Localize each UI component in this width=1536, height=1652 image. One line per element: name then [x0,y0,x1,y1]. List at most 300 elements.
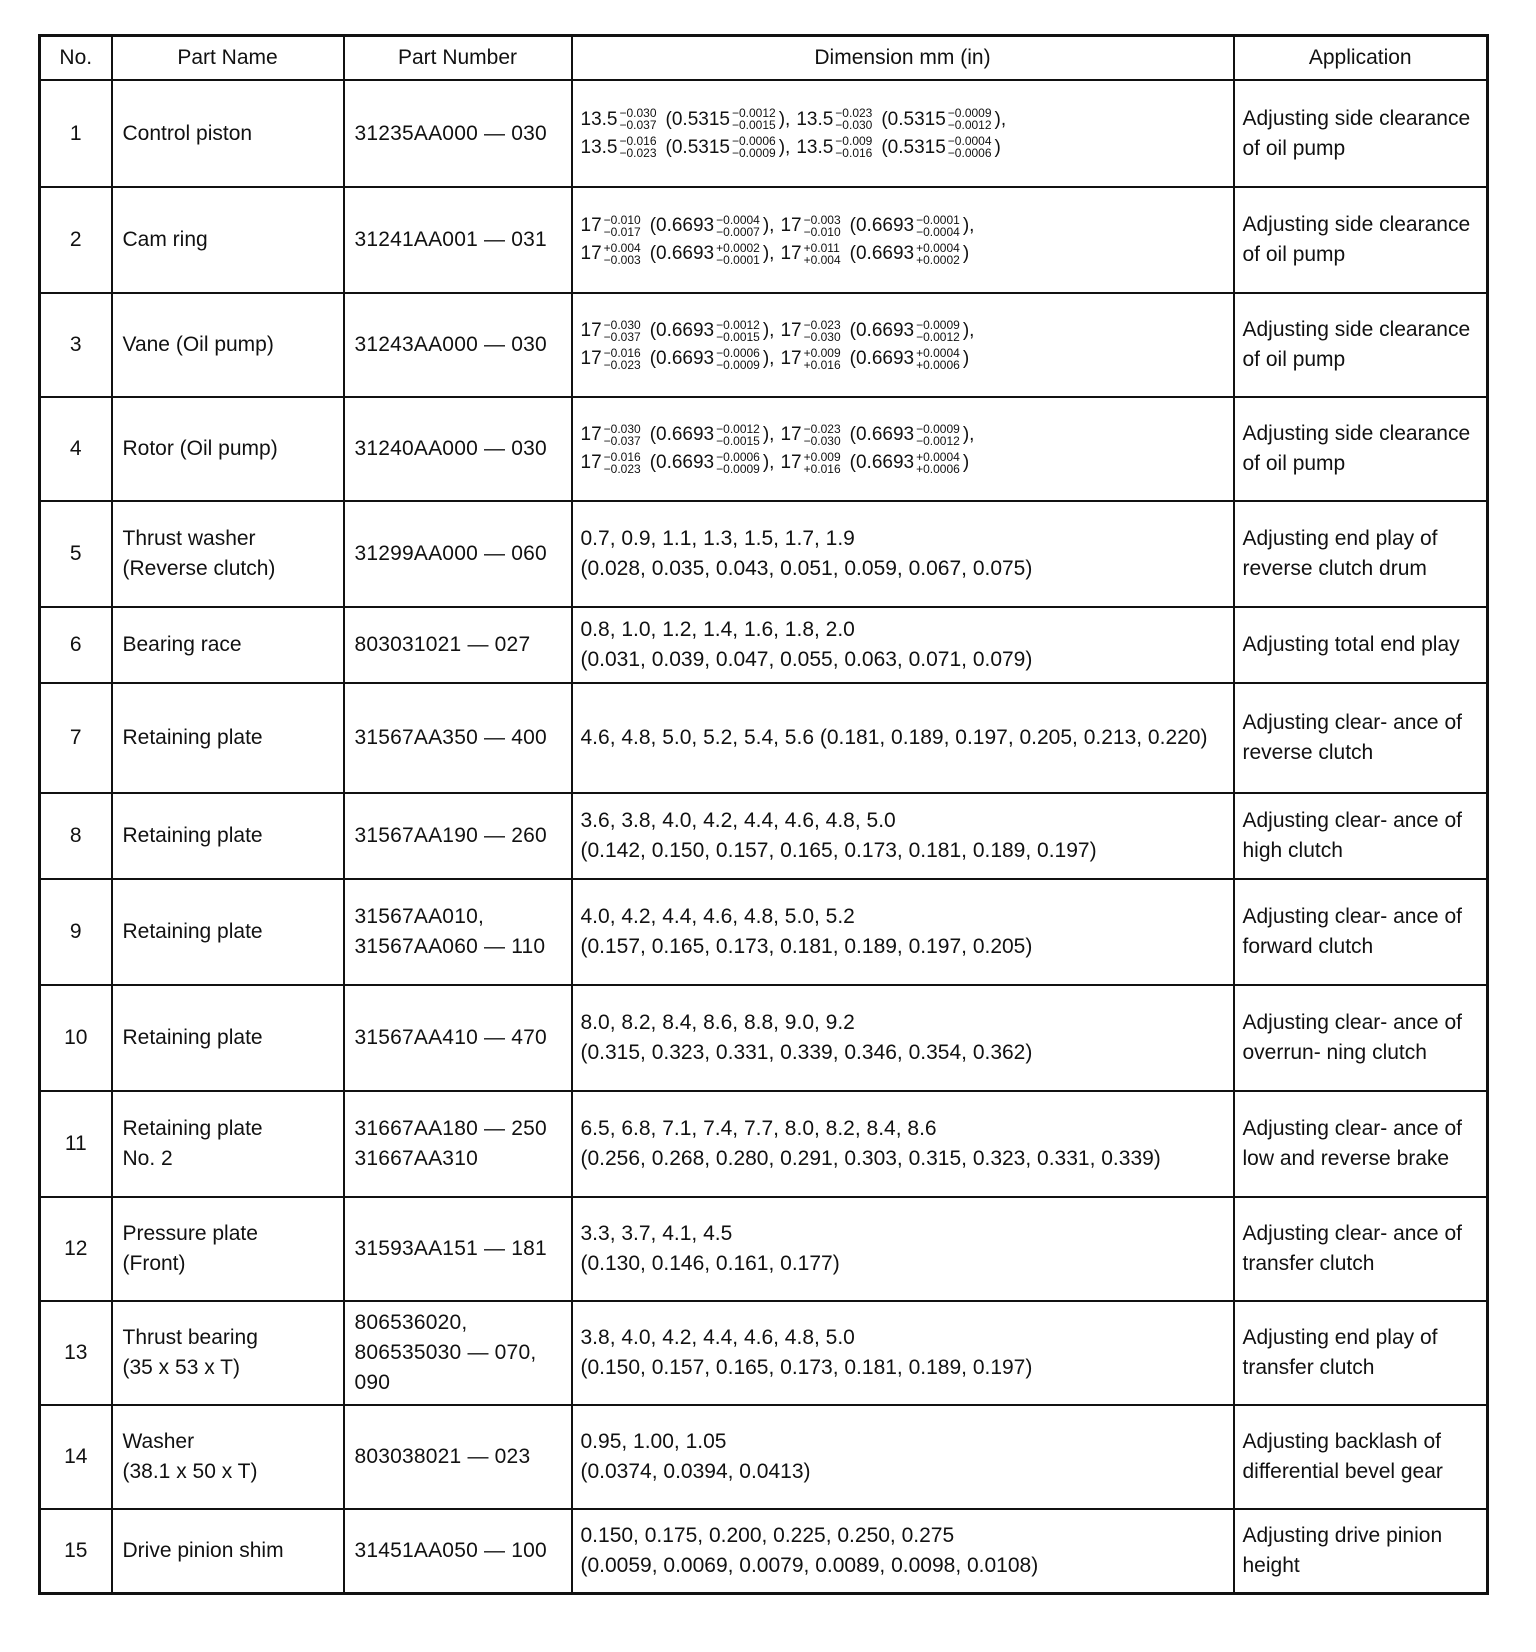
upper-tolerance: −0.010 [603,212,641,227]
table-header-row [40,36,1488,81]
part-name-cell [112,793,344,879]
part-name-line: Thrust bearing [122,1326,258,1349]
part-name-line: (Reverse clutch) [122,557,276,580]
row-number: 12 [40,1197,112,1301]
part-number-cell [344,80,572,187]
toleranced-value [649,317,775,344]
row-number: 10 [40,985,112,1091]
upper-tolerance: +0.009 [803,345,841,360]
row-number: 1 [40,80,112,187]
upper-tolerance: +0.0004 [916,240,960,255]
nominal-value: 13.5 [580,136,618,158]
tolerance-stack [716,451,760,475]
toleranced-value [780,345,843,372]
toleranced-value [580,449,644,476]
tolerance-stack [804,214,841,238]
table-row [40,80,1488,187]
nominal-value: 17 [780,243,802,264]
header-part-name: Part Name [112,36,344,81]
nominal-value: (0.5315 [881,108,946,130]
table-row [40,187,1488,293]
closing-paren: ), [962,215,975,236]
dimension-line: (0.150, 0.157, 0.165, 0.173, 0.181, 0.189, 0.197) [580,1356,1033,1379]
table-row [40,879,1488,985]
lower-tolerance: −0.030 [835,118,873,133]
nominal-value: (0.6693 [849,424,915,445]
part-number-cell [344,985,572,1091]
toleranced-value [649,345,775,372]
table-row [40,1405,1488,1509]
nominal-value: 17 [780,452,802,473]
upper-tolerance: −0.0009 [916,317,960,332]
toleranced-value [881,134,1001,161]
nominal-value: (0.6693 [649,320,715,341]
upper-tolerance: −0.0006 [731,134,776,149]
dimension-cell [572,293,1234,397]
upper-tolerance: −0.0009 [947,106,992,121]
lower-tolerance: −0.0001 [716,252,760,267]
nominal-value: 17 [780,424,802,445]
closing-paren: ), [762,348,775,369]
dimension-line [581,240,1225,268]
dimension-cell [572,80,1234,187]
part-name-line: Washer [122,1430,195,1453]
dimension-cell [572,187,1234,293]
closing-paren: ), [994,108,1007,130]
table-row [40,293,1488,397]
part-name-cell [112,683,344,793]
upper-tolerance: +0.0004 [916,345,960,360]
part-name-line: (Front) [122,1252,186,1275]
dimension-cell [572,607,1234,683]
lower-tolerance: −0.010 [803,224,841,239]
table-row [40,683,1488,793]
toleranced-value [849,317,975,344]
application-cell: Adjusting clear- ance of transfer clutch [1234,1197,1488,1301]
lower-tolerance: −0.0012 [947,118,992,133]
row-number: 2 [40,187,112,293]
upper-tolerance: +0.0002 [716,240,760,255]
dimension-cell [572,1405,1234,1509]
nominal-value: (0.6693 [849,243,915,264]
tolerance-stack [604,451,641,475]
header-part-number: Part Number [344,36,572,81]
part-number-line: 31593AA151 — 181 [354,1237,547,1260]
nominal-value: 17 [580,215,602,236]
lower-tolerance: −0.017 [603,224,641,239]
row-number: 6 [40,607,112,683]
toleranced-value [849,212,975,239]
part-name-cell [112,1301,344,1405]
part-number-line: 31567AA350 — 400 [354,726,547,749]
table-row [40,793,1488,879]
toleranced-value [580,240,644,267]
part-number-cell [344,683,572,793]
tolerance-stack [604,242,641,266]
tolerance-stack [804,242,841,266]
table-row [40,397,1488,501]
closing-paren: ), [762,320,775,341]
part-number-cell [344,1405,572,1509]
dimension-line: (0.142, 0.150, 0.157, 0.165, 0.173, 0.181, 0.189, 0.197) [580,839,1097,862]
nominal-value: 13.5 [796,136,834,158]
lower-tolerance: −0.0015 [716,433,760,448]
dimension-line [581,449,1225,477]
parts-table-sheet [38,34,1486,1595]
upper-tolerance: −0.0001 [916,212,960,227]
upper-tolerance: −0.030 [603,317,641,332]
part-number-cell [344,1197,572,1301]
nominal-value: 17 [580,452,602,473]
application-cell: Adjusting clear- ance of forward clutch [1234,879,1488,985]
toleranced-value [580,345,644,372]
upper-tolerance: −0.003 [803,212,841,227]
dimension-line [581,134,1225,162]
toleranced-value [665,134,791,161]
tolerance-stack [916,214,960,238]
toleranced-value [849,240,970,267]
toleranced-value [780,449,843,476]
lower-tolerance: −0.0004 [916,224,960,239]
row-number: 15 [40,1509,112,1593]
table-row [40,985,1488,1091]
nominal-value: (0.6693 [849,215,915,236]
nominal-value: (0.6693 [849,348,915,369]
dimension-line: (0.315, 0.323, 0.331, 0.339, 0.346, 0.354, 0.362) [580,1041,1033,1064]
part-number-cell [344,1301,572,1405]
nominal-value: 17 [580,424,602,445]
dimension-line: 0.7, 0.9, 1.1, 1.3, 1.5, 1.7, 1.9 [580,527,855,550]
nominal-value: (0.6693 [649,215,715,236]
part-number-line: 090 [354,1371,391,1394]
application-cell: Adjusting drive pinion height [1234,1509,1488,1593]
part-number-cell [344,187,572,293]
tolerance-stack [948,107,992,131]
part-number-line: 803031021 — 027 [354,633,531,656]
lower-tolerance: −0.0009 [731,146,776,161]
lower-tolerance: −0.030 [803,433,841,448]
upper-tolerance: −0.023 [835,106,873,121]
part-name-line: Retaining plate [122,920,263,943]
nominal-value: 17 [580,243,602,264]
part-name-cell [112,501,344,607]
tolerance-stack [916,347,960,371]
tolerance-stack [604,423,641,447]
nominal-value: (0.6693 [649,348,715,369]
dimension-cell [572,501,1234,607]
tolerance-stack [916,423,960,447]
application-cell: Adjusting total end play [1234,607,1488,683]
nominal-value: (0.5315 [665,136,730,158]
tolerance-stack [619,107,656,131]
tolerance-stack [716,347,760,371]
part-number-cell [344,293,572,397]
toleranced-value [649,421,775,448]
dimension-line [581,317,1225,345]
tolerance-stack [604,214,641,238]
part-number-line: 31667AA180 — 250 [354,1117,547,1140]
part-number-line: 31567AA410 — 470 [354,1026,547,1049]
dimension-line: 3.8, 4.0, 4.2, 4.4, 4.6, 4.8, 5.0 [580,1326,855,1349]
part-name-line: Rotor (Oil pump) [122,437,278,460]
table-row [40,1197,1488,1301]
row-number: 14 [40,1405,112,1509]
lower-tolerance: +0.016 [803,357,841,372]
dimension-line: (0.0374, 0.0394, 0.0413) [580,1460,811,1483]
part-number-line: 31667AA310 [354,1147,478,1170]
closing-paren: ) [994,136,1001,158]
lower-tolerance: −0.037 [603,329,641,344]
tolerance-stack [604,319,641,343]
part-name-line: Retaining plate [122,1117,263,1140]
upper-tolerance: +0.004 [603,240,641,255]
part-number-line: 31567AA060 — 110 [354,935,546,958]
tolerance-stack [916,242,960,266]
dimension-line: 6.5, 6.8, 7.1, 7.4, 7.7, 8.0, 8.2, 8.4, 8.6 [580,1117,937,1140]
application-cell: Adjusting end play of transfer clutch [1234,1301,1488,1405]
toleranced-value [665,106,791,133]
dimension-cell [572,879,1234,985]
toleranced-value [649,212,775,239]
nominal-value: (0.5315 [665,108,730,130]
part-number-cell [344,879,572,985]
dimension-line [581,421,1225,449]
part-number-line: 31451AA050 — 100 [354,1538,547,1562]
upper-tolerance: −0.0004 [947,134,992,149]
row-number: 8 [40,793,112,879]
application-cell: Adjusting backlash of differential bevel gear [1234,1405,1488,1509]
closing-paren: ) [962,243,970,264]
part-name-line: Bearing race [122,633,242,656]
toleranced-value [780,317,843,344]
part-number-line: 31567AA010, [354,905,484,928]
lower-tolerance: +0.0002 [916,252,960,267]
toleranced-value [796,106,875,133]
upper-tolerance: −0.023 [803,317,841,332]
table-row [40,1509,1488,1593]
dimension-text: 4.6, 4.8, 5.0, 5.2, 5.4, 5.6 (0.181, 0.189, 0.197, 0.205, 0.213, 0.220) [580,726,1208,749]
lower-tolerance: −0.0015 [731,118,776,133]
toleranced-value [849,345,970,372]
lower-tolerance: −0.0015 [716,329,760,344]
toleranced-value [580,212,644,239]
lower-tolerance: +0.004 [803,252,841,267]
closing-paren: ), [762,424,775,445]
lower-tolerance: +0.016 [803,461,841,476]
toleranced-value [796,134,875,161]
part-number-line: 31241AA001 — 031 [354,228,547,251]
toleranced-value [780,421,843,448]
table-row [40,1091,1488,1197]
closing-paren: ), [762,243,775,264]
tolerance-stack [732,135,776,159]
table-row [40,607,1488,683]
part-number-cell [344,607,572,683]
part-number-line: 806536020, [354,1311,468,1334]
nominal-value: (0.6693 [849,452,915,473]
lower-tolerance: +0.0006 [916,461,960,476]
dimension-line: (0.0059, 0.0069, 0.0079, 0.0089, 0.0098, 0.0108) [580,1553,1039,1577]
part-name-cell [112,879,344,985]
part-number-cell [344,397,572,501]
part-name-cell [112,1197,344,1301]
row-number: 3 [40,293,112,397]
nominal-value: 13.5 [796,108,834,130]
part-name-cell [112,985,344,1091]
part-name-cell [112,293,344,397]
upper-tolerance: −0.016 [603,345,641,360]
application-cell: Adjusting clear- ance of low and reverse brake [1234,1091,1488,1197]
upper-tolerance: −0.0012 [716,421,760,436]
tolerance-stack [916,319,960,343]
part-number-line: 806535030 — 070, [354,1341,537,1364]
tolerance-stack [916,451,960,475]
application-cell: Adjusting side clearance of oil pump [1234,80,1488,187]
part-number-line: 31235AA000 — 030 [354,121,547,145]
part-number-cell [344,501,572,607]
toleranced-value [580,106,660,133]
part-number-cell [344,793,572,879]
tolerance-stack [835,107,872,131]
closing-paren: ), [778,108,791,130]
nominal-value: (0.6693 [649,452,715,473]
dimension-line [581,345,1225,373]
toleranced-value [649,449,775,476]
tolerance-stack [804,423,841,447]
nominal-value: 17 [580,320,602,341]
nominal-value: 17 [780,215,802,236]
table-body [40,80,1488,1593]
header-application: Application [1234,36,1488,81]
part-name-line: Cam ring [122,228,208,251]
lower-tolerance: −0.037 [619,118,657,133]
tolerance-stack [716,423,760,447]
closing-paren: ) [962,452,970,473]
part-name-line: Retaining plate [122,1026,263,1049]
table-row [40,1301,1488,1405]
nominal-value: (0.6693 [649,243,715,264]
part-name-line: Drive pinion shim [122,1538,284,1562]
upper-tolerance: −0.0006 [716,449,760,464]
dimension-line: (0.256, 0.268, 0.280, 0.291, 0.303, 0.315, 0.323, 0.331, 0.339) [580,1147,1161,1170]
nominal-value: (0.6693 [849,320,915,341]
closing-paren: ), [762,452,775,473]
part-name-cell [112,187,344,293]
application-cell: Adjusting end play of reverse clutch drum [1234,501,1488,607]
upper-tolerance: −0.0004 [716,212,760,227]
header-dimension: Dimension mm (in) [572,36,1234,81]
lower-tolerance: +0.0006 [916,357,960,372]
tolerance-stack [716,242,760,266]
lower-tolerance: −0.023 [603,357,641,372]
dimension-cell [572,1091,1234,1197]
dimension-line: 0.8, 1.0, 1.2, 1.4, 1.6, 1.8, 2.0 [580,618,855,641]
part-name-line: Vane (Oil pump) [122,333,274,356]
part-name-line: No. 2 [122,1147,173,1170]
lower-tolerance: −0.037 [603,433,641,448]
dimension-line: (0.031, 0.039, 0.047, 0.055, 0.063, 0.071, 0.079) [580,648,1033,671]
upper-tolerance: −0.0006 [716,345,760,360]
dimension-cell [572,985,1234,1091]
dimension-cell [572,1509,1234,1593]
part-number-cell [344,1091,572,1197]
upper-tolerance: −0.023 [803,421,841,436]
toleranced-value [780,212,843,239]
lower-tolerance: −0.0007 [716,224,760,239]
toleranced-value [881,106,1007,133]
dimension-line: 0.95, 1.00, 1.05 [580,1430,727,1453]
toleranced-value [649,240,775,267]
part-name-cell [112,1509,344,1593]
tolerance-stack [948,135,992,159]
upper-tolerance: −0.0012 [716,317,760,332]
tolerance-stack [716,319,760,343]
part-name-cell [112,80,344,187]
table-row [40,501,1488,607]
upper-tolerance: −0.0012 [731,106,776,121]
tolerance-stack [732,107,776,131]
upper-tolerance: −0.0009 [916,421,960,436]
application-cell: Adjusting side clearance of oil pump [1234,397,1488,501]
part-name-cell [112,607,344,683]
nominal-value: 17 [780,320,802,341]
tolerance-stack [804,319,841,343]
upper-tolerance: −0.016 [619,134,657,149]
dimension-line: 0.150, 0.175, 0.200, 0.225, 0.250, 0.275 [580,1523,955,1547]
dimension-cell [572,793,1234,879]
nominal-value: 17 [780,348,802,369]
part-name-line: Control piston [122,121,253,145]
application-cell: Adjusting clear- ance of reverse clutch [1234,683,1488,793]
dimension-line [581,212,1225,240]
dimension-cell [572,1301,1234,1405]
upper-tolerance: −0.016 [603,449,641,464]
part-name-line: Pressure plate [122,1222,258,1245]
upper-tolerance: +0.009 [803,449,841,464]
row-number: 7 [40,683,112,793]
toleranced-value [580,134,660,161]
adjusting-parts-table [38,34,1489,1595]
header-no: No. [40,36,112,81]
dimension-cell [572,1197,1234,1301]
part-number-line: 803038021 — 023 [354,1445,531,1468]
dimension-line: (0.130, 0.146, 0.161, 0.177) [580,1252,840,1275]
dimension-line [581,106,1225,134]
tolerance-stack [804,451,841,475]
toleranced-value [580,317,644,344]
lower-tolerance: −0.0012 [916,433,960,448]
row-number: 11 [40,1091,112,1197]
lower-tolerance: −0.030 [803,329,841,344]
part-number-line: 31567AA190 — 260 [354,824,547,847]
tolerance-stack [835,135,872,159]
toleranced-value [780,240,843,267]
upper-tolerance: −0.030 [619,106,657,121]
row-number: 9 [40,879,112,985]
dimension-line: (0.028, 0.035, 0.043, 0.051, 0.059, 0.067, 0.075) [580,557,1033,580]
part-name-line: Thrust washer [122,527,256,550]
upper-tolerance: −0.030 [603,421,641,436]
dimension-line: (0.157, 0.165, 0.173, 0.181, 0.189, 0.197, 0.205) [580,935,1033,958]
application-cell: Adjusting side clearance of oil pump [1234,293,1488,397]
part-name-cell [112,1405,344,1509]
lower-tolerance: −0.0012 [916,329,960,344]
closing-paren: ) [962,348,970,369]
nominal-value: (0.6693 [649,424,715,445]
part-name-cell [112,397,344,501]
part-name-cell [112,1091,344,1197]
tolerance-stack [604,347,641,371]
